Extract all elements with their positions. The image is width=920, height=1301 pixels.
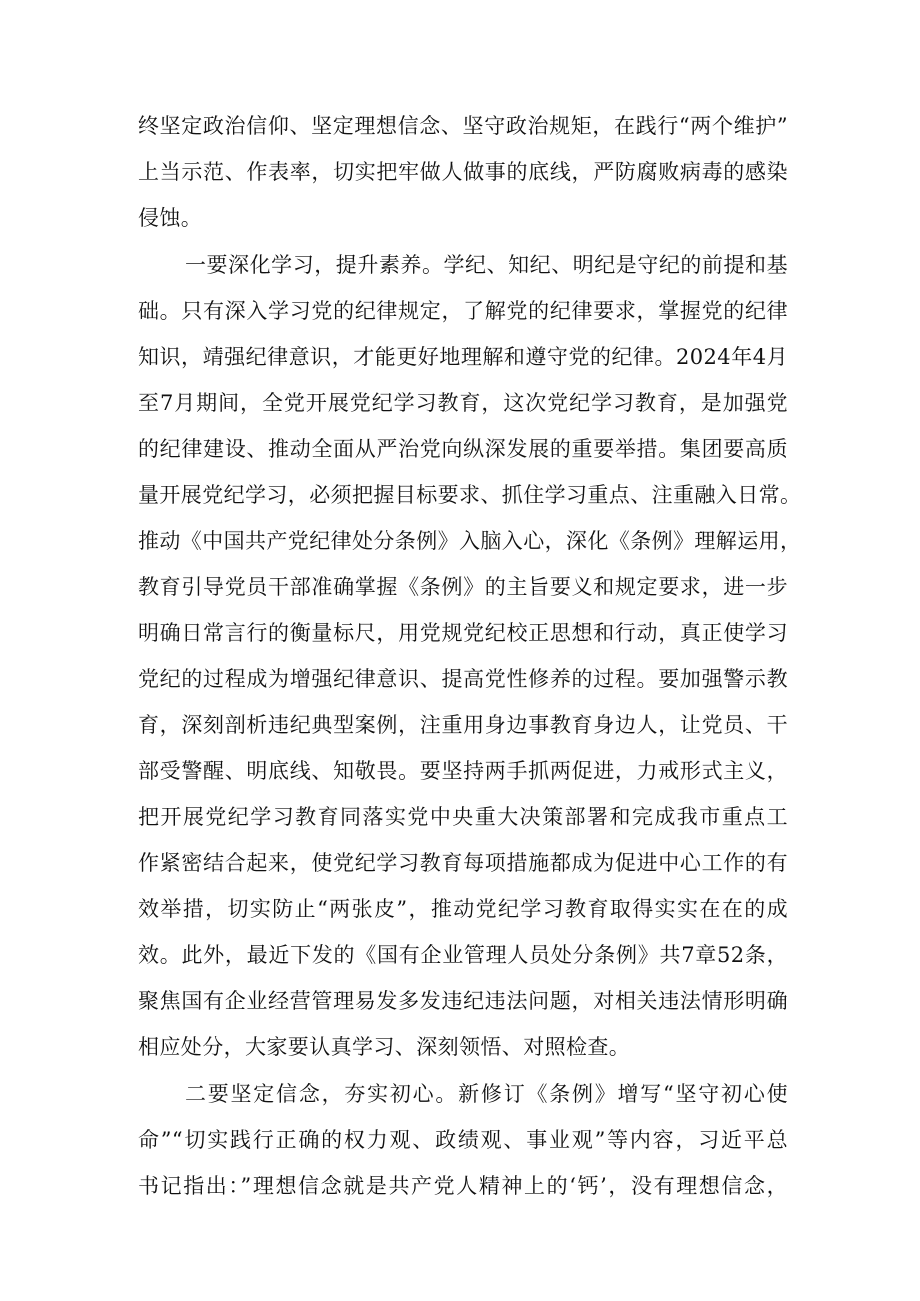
- text-line-18: 效举措，切实防止“两张皮”，推动党纪学习教育取得实实在在的成: [138, 897, 788, 921]
- text-line-2: 上当示范、作表率，切实把牢做人做事的底线，严防腐败病毒的感染: [138, 160, 788, 184]
- text-line-4: 一要深化学习，提升素养。学纪、知纪、明纪是守纪的前提和基: [185, 253, 788, 277]
- text-line-3: 侵蚀。: [138, 206, 203, 230]
- text-line-9: 量开展党纪学习，必须把握目标要求、抓住学习重点、注重融入日常。: [138, 483, 802, 507]
- text-line-6: 知识，靖强纪律意识，才能更好地理解和遵守党的纪律。2024年4月: [138, 345, 788, 369]
- text-line-12: 明确日常言行的衡量标尺，用党规党纪校正思想和行动，真正使学习: [138, 621, 788, 645]
- text-line-20: 聚焦国有企业经营管理易发多发违纪违法问题，对相关违法情形明确: [138, 989, 788, 1013]
- text-line-21: 相应处分，大家要认真学习、深刻领悟、对照检查。: [138, 1035, 631, 1059]
- text-line-19: 效。此外，最近下发的《国有企业管理人员处分条例》共7章52条，: [138, 943, 788, 967]
- text-line-7: 至7月期间，全党开展党纪学习教育，这次党纪学习教育，是加强党: [138, 391, 788, 415]
- text-line-23: 命”“切实践行正确的权力观、政绩观、事业观”等内容，习近平总: [138, 1128, 788, 1152]
- text-line-17: 作紧密结合起来，使党纪学习教育每项措施都成为促进中心工作的有: [138, 851, 788, 875]
- text-line-8: 的纪律建设、推动全面从严治党向纵深发展的重要举措。集团要高质: [138, 437, 788, 461]
- text-line-10: 推动《中国共产党纪律处分条例》入脑入心，深化《条例》理解运用，: [138, 529, 802, 553]
- text-line-5: 础。只有深入学习党的纪律规定，了解党的纪律要求，掌握党的纪律: [138, 299, 788, 323]
- text-line-11: 教育引导党员干部准确掌握《条例》的主旨要义和规定要求，进一步: [138, 575, 788, 599]
- text-line-22: 二要坚定信念，夯实初心。新修订《条例》增写“坚守初心使: [185, 1082, 788, 1106]
- text-line-1: 终坚定政治信仰、坚定理想信念、坚守政治规矩，在践行“两个维护”: [138, 114, 788, 138]
- text-line-14: 育，深刻剖析违纪典型案例，注重用身边事教育身边人，让党员、干: [138, 713, 788, 737]
- text-line-13: 党纪的过程成为增强纪律意识、提高党性修养的过程。要加强警示教: [138, 667, 788, 691]
- text-line-24: 书记指出：”理想信念就是共产党人精神上的‘钙’，没有理想信念，: [138, 1174, 788, 1198]
- text-line-15: 部受警醒、明底线、知敬畏。要坚持两手抓两促进，力戒形式主义，: [138, 759, 788, 783]
- text-line-16: 把开展党纪学习教育同落实党中央重大决策部署和完成我市重点工: [138, 805, 788, 829]
